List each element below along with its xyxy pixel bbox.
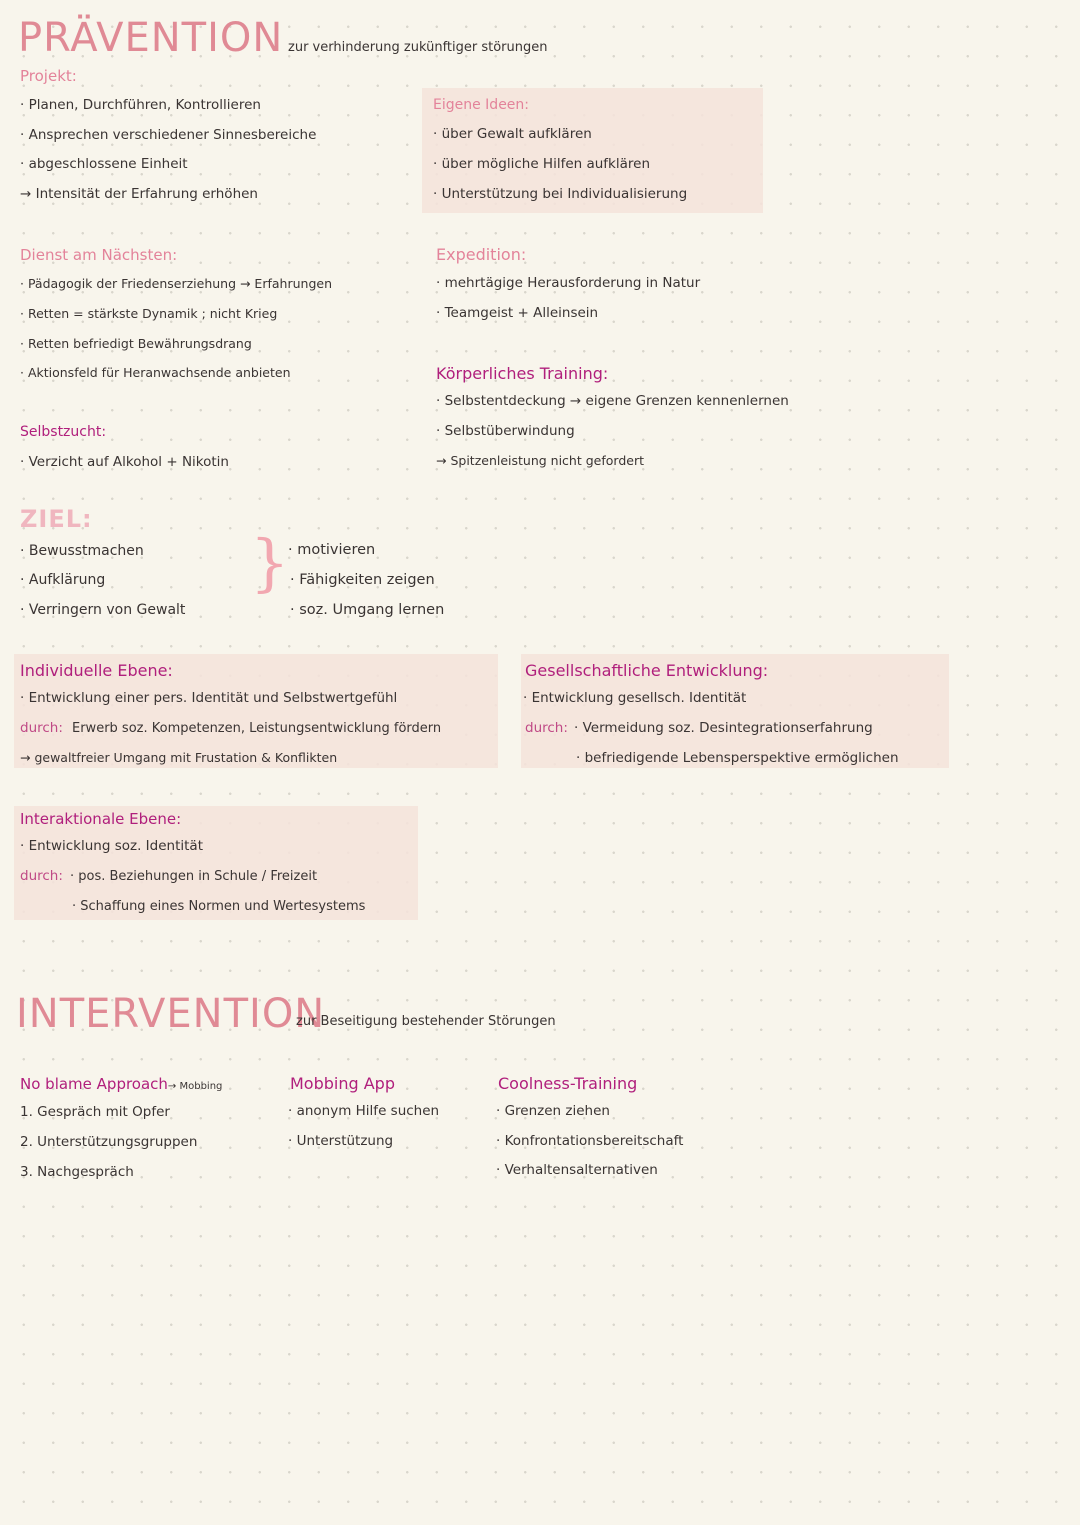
mobbing-app-heading: Mobbing App: [290, 1074, 395, 1093]
eigene-ideen-item: · Unterstützung bei Individualisierung: [433, 186, 688, 202]
coolness-heading: Coolness-Training: [498, 1074, 638, 1093]
eigene-ideen-heading: Eigene Ideen:: [433, 97, 530, 113]
projekt-item: · abgeschlossene Einheit: [20, 156, 188, 172]
selbstzucht-item: · Verzicht auf Alkohol + Nikotin: [20, 454, 229, 470]
interaktionale-line2: · pos. Beziehungen in Schule / Freizeit: [70, 869, 318, 884]
dienst-item: · Retten = stärkste Dynamik ; nicht Krieg: [20, 306, 278, 321]
training-item: · Selbstüberwindung: [436, 423, 575, 439]
intervention-title: INTERVENTION: [16, 991, 326, 1037]
individuelle-line2: Erwerb soz. Kompetenzen, Leistungsentwicklung fördern: [72, 721, 442, 736]
no-blame-item: 2. Unterstützungsgruppen: [20, 1134, 198, 1150]
coolness-item: · Konfrontationsbereitschaft: [496, 1133, 684, 1149]
no-blame-heading: [20, 1075, 222, 1093]
dienst-item: · Retten befriedigt Bewährungsdrang: [20, 336, 252, 351]
gesellschaftliche-line2: · Vermeidung soz. Desintegrationserfahrung: [574, 720, 873, 736]
projekt-item: → Intensität der Erfahrung erhöhen: [20, 186, 258, 202]
dienst-heading: Dienst am Nächsten:: [20, 246, 178, 264]
praevention-title: PRÄVENTION: [18, 15, 284, 61]
training-item: → Spitzenleistung nicht gefordert: [436, 453, 644, 468]
training-heading: Körperliches Training:: [436, 364, 609, 383]
training-item: · Selbstentdeckung → eigene Grenzen kennenlernen: [436, 393, 789, 409]
ziel-left-item: · Verringern von Gewalt: [20, 602, 186, 618]
intervention-subtitle: zur Beseitigung bestehender Störungen: [296, 1014, 556, 1029]
selbstzucht-heading: Selbstzucht:: [20, 424, 107, 440]
no-blame-heading-suffix: → Mobbing: [167, 1081, 223, 1092]
ziel-right-item: · soz. Umgang lernen: [290, 602, 445, 618]
individuelle-heading: Individuelle Ebene:: [20, 661, 173, 680]
interaktionale-durch-label: durch:: [20, 868, 63, 884]
projekt-heading: Projekt:: [20, 67, 77, 85]
dienst-item: · Aktionsfeld für Heranwachsende anbieten: [20, 365, 291, 380]
individuelle-line1: · Entwicklung einer pers. Identität und Selbstwertgefühl: [20, 690, 398, 706]
expedition-item: · Teamgeist + Alleinsein: [436, 305, 599, 321]
coolness-item: · Grenzen ziehen: [496, 1103, 610, 1119]
gesellschaftliche-line1: · Entwicklung gesellsch. Identität: [523, 690, 747, 706]
projekt-item: · Planen, Durchführen, Kontrollieren: [20, 97, 261, 113]
interaktionale-line3: · Schaffung eines Normen und Wertesystems: [72, 899, 366, 914]
expedition-heading: Expedition:: [436, 245, 527, 264]
ziel-brace: }: [250, 526, 290, 599]
no-blame-item: 3. Nachgespräch: [20, 1164, 134, 1180]
projekt-item: · Ansprechen verschiedener Sinnesbereiche: [20, 127, 317, 143]
ziel-right-item: · motivieren: [288, 542, 376, 558]
no-blame-item: 1. Gespräch mit Opfer: [20, 1104, 170, 1120]
praevention-subtitle: zur verhinderung zukünftiger störungen: [288, 40, 548, 55]
mobbing-app-item: · anonym Hilfe suchen: [288, 1103, 440, 1119]
eigene-ideen-item: · über mögliche Hilfen aufklären: [433, 156, 651, 172]
expedition-item: · mehrtägige Herausforderung in Natur: [436, 275, 701, 291]
no-blame-heading-text: No blame Approach: [20, 1075, 168, 1093]
eigene-ideen-item: · über Gewalt aufklären: [433, 126, 592, 142]
individuelle-line3: → gewaltfreier Umgang mit Frustation & Konflikten: [20, 750, 338, 765]
gesellschaftliche-durch-label: durch:: [525, 720, 568, 736]
ziel-left-item: · Aufklärung: [20, 572, 106, 588]
coolness-item: · Verhaltensalternativen: [496, 1162, 658, 1178]
dienst-item: · Pädagogik der Friedenserziehung → Erfahrungen: [20, 276, 332, 291]
gesellschaftliche-heading: Gesellschaftliche Entwicklung:: [525, 661, 769, 680]
interaktionale-heading: Interaktionale Ebene:: [20, 810, 182, 828]
ziel-heading: ZIEL:: [20, 505, 93, 533]
gesellschaftliche-line3: · befriedigende Lebensperspektive ermöglichen: [576, 750, 899, 766]
mobbing-app-item: · Unterstützung: [288, 1133, 394, 1149]
individuelle-durch-label: durch:: [20, 720, 63, 736]
interaktionale-line1: · Entwicklung soz. Identität: [20, 838, 203, 854]
ziel-left-item: · Bewusstmachen: [20, 543, 144, 559]
ziel-right-item: · Fähigkeiten zeigen: [290, 572, 435, 588]
